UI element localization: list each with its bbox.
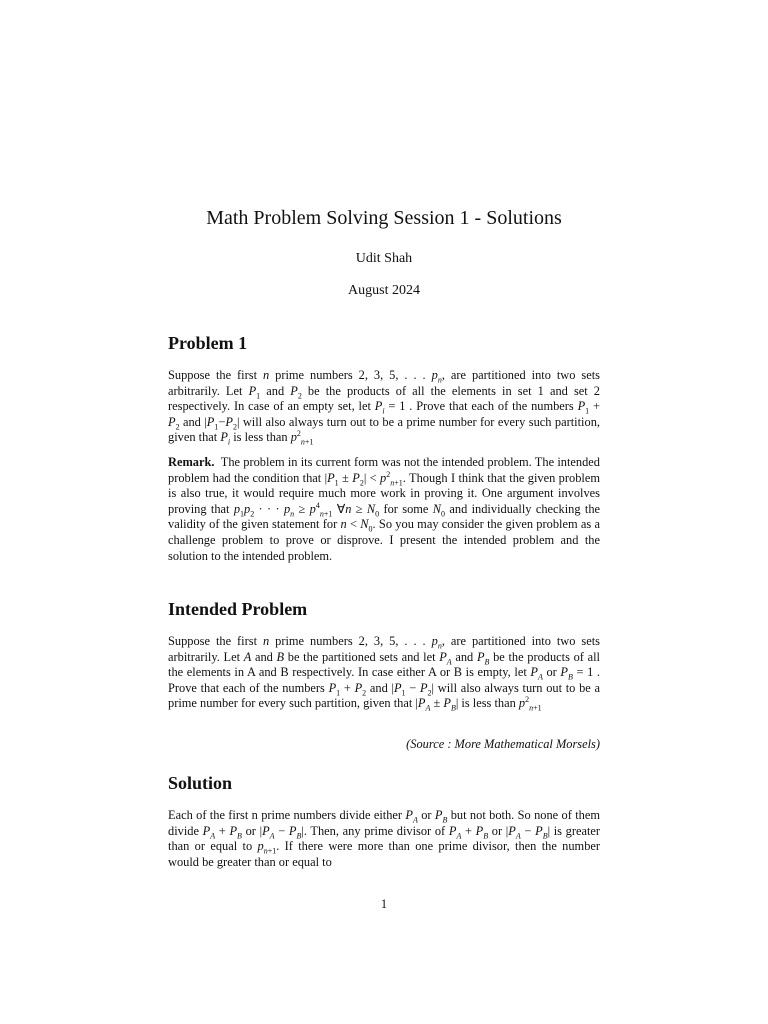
solution-body: Each of the first n prime numbers divide either $P_A$ or $P_B$ but not both. So none of them divide $P_A + P_B$ or $|P_A - P_B|$. Then, any prime divisor of $P_A + P_B$ or $|P_A - P_B|$ is greater than or equal to $p_{n+1}$. If there were more than one prime divisor, then the number would be greater than or equal to <box>168 808 601 869</box>
page-number: 1 <box>380 897 388 911</box>
problem-1-body: Suppose the first n prime numbers 2, 3, 5, . . . $p_n$, are partitioned into two sets arbitrarily. Let $P_1$ and $P_2$ be the products of all the elements in set 1 and set 2 respectively. In case of an empty set, let $P_i = 1$ . Prove that each of the numbers $P_1 + P_2$ and $|P_1-P_2|$ will also always turn out to be a prime number for every such partition, given that $P_i$ is less than $p^2_{n+1}$ <box>168 368 601 447</box>
solution-heading: Solution <box>168 773 233 793</box>
remark-label: Remark. <box>168 455 215 469</box>
document-date: August 2024 <box>348 283 420 298</box>
intended-problem-body: Suppose the first n prime numbers 2, 3, 5, . . . $p_n$, are partitioned into two sets arbitrarily. Let A and B be the partitioned sets and let $P_A$ and $P_B$ be the products of all the elements in A and B respectively. In case either A or B is empty, let $P_A$ or $P_B = 1$ . Prove that each of the numbers $P_1 + P_2$ and $|P_1 - P_2|$ will also always turn out to be a prime number for every such partition, given that $|P_A \pm P_B|$ is less than $p^2_{n+1}$ <box>168 634 600 713</box>
source-citation: (Source : More Mathematical Morsels) <box>406 737 600 751</box>
document-title: Math Problem Solving Session 1 - Solutions <box>206 207 562 229</box>
problem-1-heading: Problem 1 <box>168 333 248 353</box>
intended-problem-heading: Intended Problem <box>168 599 308 619</box>
problem-1-remark: Remark. The problem in its current form was not the intended problem. The intended problem had the condition that $|P_1 \pm P_2| < p^2_{n+1}$. Though I think that the given problem is also true, it would require much more work in proving it. One argument involves proving that $p_1p_2$ · · · $p_n \ge p^4_{n+1}$ ∀n ≥ $N_0$ for some $N_0$ and individually checking the validity of the given statement for $n < N_0$. So you may consider the given problem as a challenge problem to prove or disprove. I present the intended problem and the solution to the intended problem. <box>168 455 601 563</box>
document-author: Udit Shah <box>355 251 413 266</box>
